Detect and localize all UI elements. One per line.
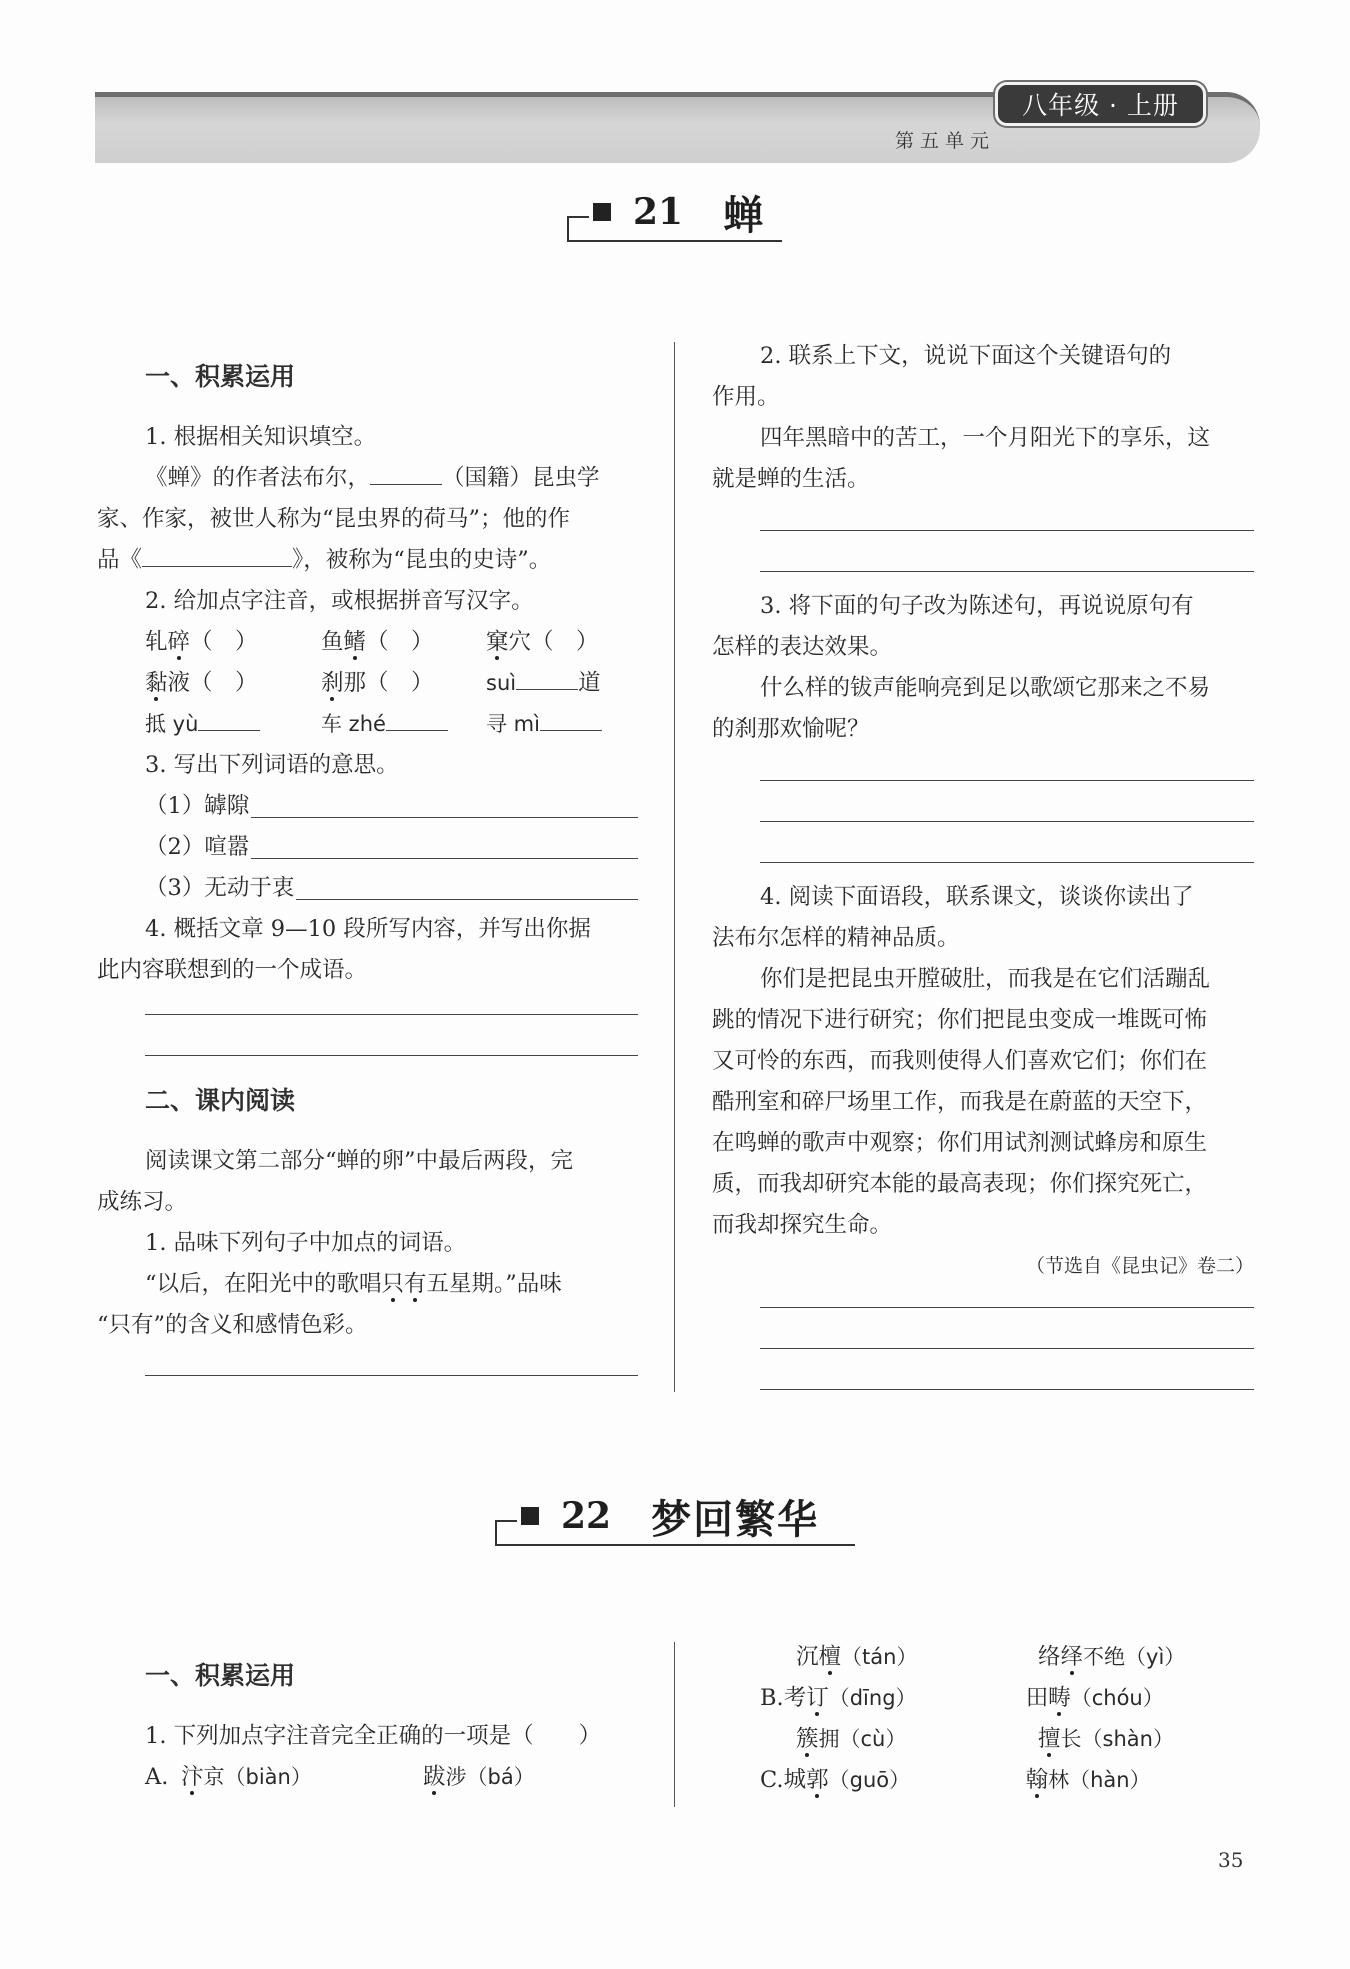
lesson-22-left-column [97,1655,638,1798]
lesson-21-title [567,182,780,242]
question-text: 法布尔怎样的精神品质。 [712,925,960,951]
column-divider [674,1642,675,1807]
pinyin-item: 鱼鳍（ ） [321,629,434,655]
answer-row: （2）喧嚣 [145,827,638,868]
quote-text: 四年黑暗中的苦工，一个月阳光下的享乐，这 [760,425,1211,451]
question-text: 《蝉》的作者法布尔， （国籍）昆虫学 [145,465,600,491]
section-title: 一、积累运用 [145,362,296,391]
pinyin-item: 轧碎（ ） [145,629,258,655]
question-stem: 1. 下列加点字注音完全正确的一项是（ ） [145,1723,602,1749]
question-stem: 3. 写出下列词语的意思。 [145,752,399,778]
question-stem: 1. 品味下列句子中加点的词语。 [145,1230,467,1256]
option-word: 城郭（guō） [783,1767,911,1793]
section-title: 二、课内阅读 [145,1086,296,1115]
question-text: “以后，在阳光中的歌唱只有五星期。”品味 [145,1271,562,1297]
answer-row: （1）罅隙 [145,786,638,827]
pinyin-item: 车 zhé [321,704,486,745]
lesson-22-title [495,1486,853,1546]
question-text: 3. 将下面的句子改为陈述句，再说说原句有 [760,593,1194,619]
quote-text: 就是蝉的生活。 [712,466,870,492]
lesson-21-left-column [97,356,638,1376]
fill-blank[interactable] [370,483,442,485]
question-text: 此内容联想到的一个成语。 [97,957,368,983]
question-text: “只有”的含义和感情色彩。 [97,1312,368,1338]
answer-line[interactable] [296,899,638,900]
fill-blank[interactable] [516,688,578,690]
pinyin-item: 抵 yù [145,704,321,745]
column-divider [674,342,675,1392]
answer-row: （3）无动于衷 [145,868,638,909]
page-number: 35 [1218,1848,1244,1872]
option-label: A. [145,1764,169,1790]
pinyin-item: 黏液（ ） [145,670,258,696]
lesson-number: 21 [633,191,684,233]
lesson-name: 蝉 [723,191,766,239]
passage-line: 在鸣蝉的歌声中观察；你们用试剂测试蜂房和原生 [712,1130,1208,1156]
option-word: 田畴（chóu） [1025,1685,1164,1711]
option-row-b-cont [796,1719,1260,1760]
option-label: B. [760,1685,784,1711]
pinyin-item: 刹那（ ） [321,670,434,696]
answer-line[interactable] [760,1389,1254,1390]
lesson-name: 梦回繁华 [651,1495,820,1543]
passage-line: 你们是把昆虫开膛破肚，而我是在它们活蹦乱 [760,966,1211,992]
question-text: 成练习。 [97,1189,188,1215]
grade-badge: 八年级 · 上册 [995,82,1206,126]
option-word: 簇拥（cù） [796,1726,907,1752]
option-word: 擅长（shàn） [1038,1726,1174,1752]
option-word: 沉檀（tán） [796,1644,918,1670]
option-row-a-cont [796,1637,1260,1678]
title-bracket [495,1520,855,1546]
quote-text: 什么样的钹声能响亮到足以歌颂它那来之不易 [760,675,1211,701]
option-word: 汴京（biàn） [181,1764,312,1790]
answer-line[interactable] [251,858,638,859]
pinyin-item: suì 道 [486,670,601,696]
question-text: 怎样的表达效果。 [712,634,893,660]
answer-line[interactable] [145,1375,638,1376]
pinyin-item: 窠穴（ ） [486,629,599,655]
option-row-a [145,1757,638,1798]
quote-text: 的刹那欢愉呢？ [712,716,870,742]
section-title: 一、积累运用 [145,1661,296,1690]
fill-blank[interactable] [386,729,448,731]
lesson-22-right-column [760,1637,1260,1801]
passage-line: 质，而我却研究本能的最高表现；你们探究死亡， [712,1171,1208,1197]
option-word: 翰林（hàn） [1025,1767,1151,1793]
question-text: 家、作家，被世人称为“昆虫界的荷马”；他的作 [97,506,571,532]
question-text: 2. 联系上下文，说说下面这个关键语句的 [760,343,1172,369]
option-word: 络绎不绝（yì） [1038,1644,1186,1670]
question-stem: 2. 给加点字注音，或根据拼音写汉字。 [145,588,534,614]
question-text: 作用。 [712,384,780,410]
unit-label: 第五单元 [894,130,995,152]
fill-blank[interactable] [142,565,292,567]
question-text: 4. 阅读下面语段，联系课文，谈谈你读出了 [760,884,1194,910]
answer-line[interactable] [251,817,638,818]
option-row-b [760,1678,1260,1719]
option-row-c [760,1760,1260,1801]
passage-line: 而我却探究生命。 [712,1212,893,1238]
lesson-number: 22 [561,1495,612,1537]
option-word: 跋涉（bá） [423,1764,535,1790]
question-text: 阅读课文第二部分“蝉的卵”中最后两段，完 [145,1148,574,1174]
passage-line: 跳的情况下进行研究；你们把昆虫变成一堆既可怖 [712,1007,1208,1033]
option-label: C. [760,1767,784,1793]
pinyin-item: 寻 mì [486,704,646,745]
option-word: 考订（dīng） [783,1685,917,1711]
passage-line: 又可怜的东西，而我则使得人们喜欢它们；你们在 [712,1048,1208,1074]
passage-source: （节选自《昆虫记》卷二） [1025,1255,1254,1277]
passage-line: 酷刑室和碎尸场里工作，而我是在蔚蓝的天空下， [712,1089,1208,1115]
question-text: 品《 》，被称为“昆虫的史诗”。 [97,547,552,573]
question-stem: 1. 根据相关知识填空。 [145,424,377,450]
fill-blank[interactable] [540,729,602,731]
lesson-21-right-column [712,336,1254,1390]
question-text: 4. 概括文章 9—10 段所写内容，并写出你据 [145,916,591,942]
title-bracket [567,216,782,242]
pinyin-grid [145,622,638,745]
fill-blank[interactable] [198,729,260,731]
